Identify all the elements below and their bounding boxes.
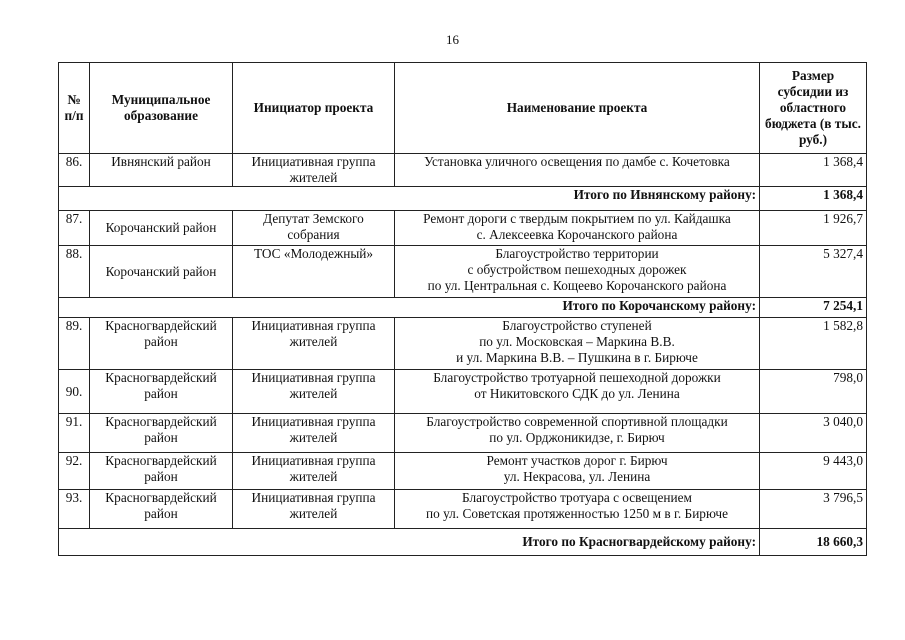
project-line: по ул. Московская – Маркина В.В. (479, 334, 675, 349)
table-row (59, 490, 867, 529)
row-municipality: Корочанский район (90, 211, 233, 246)
subsidy-table (58, 62, 867, 556)
table-row (59, 370, 867, 414)
row-number: 91. (59, 414, 90, 453)
table-row (59, 211, 867, 246)
row-project-name (395, 246, 760, 298)
row-amount: 3 040,0 (760, 414, 867, 453)
row-number: 88. (59, 246, 90, 298)
row-project-name (395, 414, 760, 453)
row-amount: 3 796,5 (760, 490, 867, 529)
row-initiator: Инициативная группа жителей (233, 370, 395, 414)
table-header-row (59, 63, 867, 154)
row-number: 92. (59, 453, 90, 490)
project-line: с. Алексеевка Корочанского района (476, 227, 678, 242)
table-row (59, 318, 867, 370)
row-number: 90. (59, 370, 90, 414)
row-initiator: Инициативная группа жителей (233, 318, 395, 370)
total-amount: 7 254,1 (760, 298, 867, 318)
row-number: 86. (59, 154, 90, 187)
project-line: Благоустройство территории (495, 246, 659, 261)
project-line: по ул. Орджоникидзе, г. Бирюч (489, 430, 665, 445)
header-project-name: Наименование проекта (395, 63, 760, 154)
row-municipality: Красногвардейский район (90, 453, 233, 490)
total-label: Итого по Ивнянскому району: (59, 187, 760, 211)
project-line: от Никитовского СДК до ул. Ленина (474, 386, 680, 401)
total-row (59, 298, 867, 318)
row-initiator: Инициативная группа жителей (233, 453, 395, 490)
row-number: 87. (59, 211, 90, 246)
project-line: Благоустройство тротуарной пешеходной дорожки (433, 370, 721, 385)
project-line: Благоустройство ступеней (502, 318, 652, 333)
table-row (59, 246, 867, 298)
table-row (59, 414, 867, 453)
row-initiator: Инициативная группа жителей (233, 154, 395, 187)
project-line: Установка уличного освещения по дамбе с. Кочетовка (424, 154, 730, 169)
row-initiator: Инициативная группа жителей (233, 490, 395, 529)
row-project-name (395, 154, 760, 187)
row-initiator: Инициативная группа жителей (233, 414, 395, 453)
row-project-name (395, 318, 760, 370)
project-line: ул. Некрасова, ул. Ленина (503, 469, 651, 484)
total-label: Итого по Корочанскому району: (59, 298, 760, 318)
row-initiator: ТОС «Молодежный» (233, 246, 395, 298)
row-municipality: Ивнянский район (90, 154, 233, 187)
header-num: № п/п (59, 63, 90, 154)
row-number: 89. (59, 318, 90, 370)
project-line: Благоустройство современной спортивной площадки (426, 414, 728, 429)
project-line: и ул. Маркина В.В. – Пушкина в г. Бирюче (456, 350, 698, 365)
total-amount: 1 368,4 (760, 187, 867, 211)
total-row (59, 187, 867, 211)
header-municipality: Муниципальное образование (90, 63, 233, 154)
row-number: 93. (59, 490, 90, 529)
row-amount: 1 368,4 (760, 154, 867, 187)
row-project-name (395, 453, 760, 490)
row-amount: 9 443,0 (760, 453, 867, 490)
row-project-name (395, 490, 760, 529)
table-row (59, 154, 867, 187)
project-line: по ул. Советская протяженностью 1250 м в г. Бирюче (426, 506, 728, 521)
header-initiator: Инициатор проекта (233, 63, 395, 154)
row-municipality: Корочанский район (90, 246, 233, 298)
row-amount: 5 327,4 (760, 246, 867, 298)
row-amount: 1 582,8 (760, 318, 867, 370)
row-amount: 798,0 (760, 370, 867, 414)
project-line: Ремонт участков дорог г. Бирюч (486, 453, 668, 468)
page-number: 16 (446, 32, 459, 47)
project-line: по ул. Центральная с. Кощеево Корочанского района (427, 278, 727, 293)
header-subsidy: Размер субсидии из областного бюджета (в тыс. руб.) (760, 63, 867, 154)
row-project-name (395, 211, 760, 246)
row-initiator: Депутат Земского собрания (233, 211, 395, 246)
total-label: Итого по Красногвардейскому району: (59, 529, 760, 556)
row-municipality: Красногвардейский район (90, 414, 233, 453)
project-line: с обустройством пешеходных дорожек (467, 262, 687, 277)
table-row (59, 453, 867, 490)
row-municipality: Красногвардейский район (90, 370, 233, 414)
total-row (59, 529, 867, 556)
project-line: Благоустройство тротуара с освещением (462, 490, 692, 505)
row-municipality: Красногвардейский район (90, 318, 233, 370)
row-municipality: Красногвардейский район (90, 490, 233, 529)
row-amount: 1 926,7 (760, 211, 867, 246)
project-line: Ремонт дороги с твердым покрытием по ул. Кайдашка (423, 211, 731, 226)
row-project-name (395, 370, 760, 414)
total-amount: 18 660,3 (760, 529, 867, 556)
